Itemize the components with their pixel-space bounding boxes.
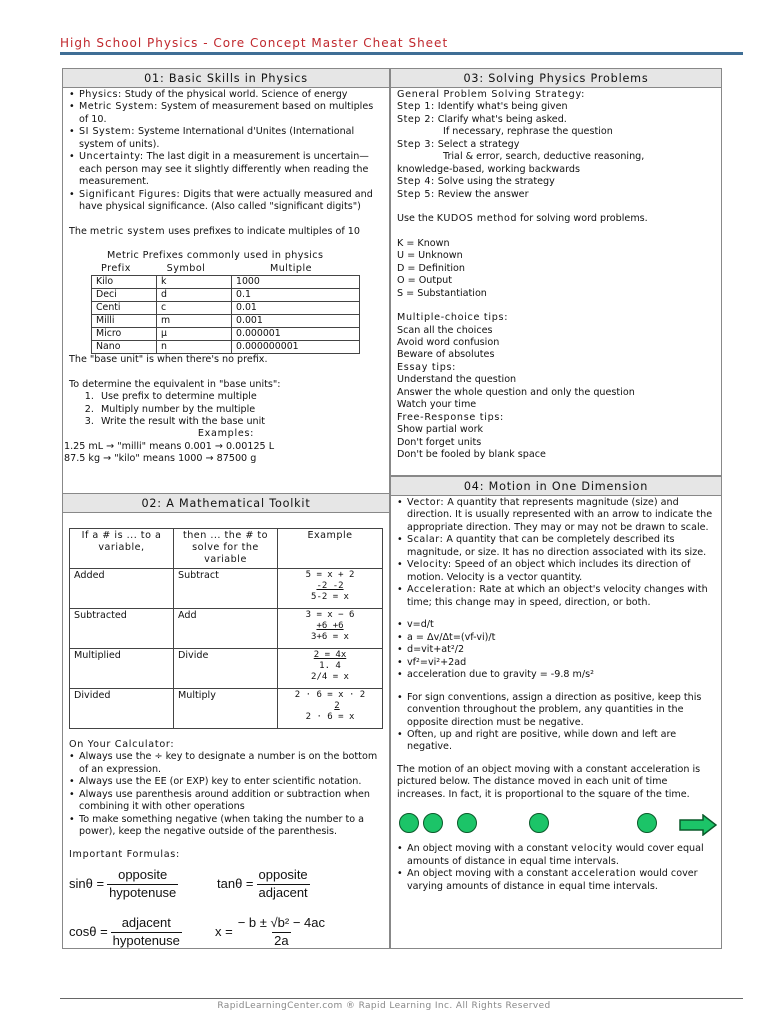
motion-paragraph: The motion of an object moving with a constant acceleration is pictured below. The distance moved in each unit of time increases. In fact, it is proportional to the square of the time. bbox=[397, 763, 701, 800]
list-item: S = Substantiation bbox=[397, 287, 487, 299]
list-item: • Acceleration: Rate at which an object's velocity changes with time; this change may in speed, direction, or both. bbox=[397, 584, 715, 609]
list-item: Avoid word confusion bbox=[397, 336, 500, 348]
table-row: Kilo k 1000 bbox=[92, 276, 360, 289]
table-row: Deci d 0.1 bbox=[92, 289, 360, 302]
list-item: • Physics: Study of the physical world. Science of energy bbox=[69, 89, 383, 101]
list-item: • a = Δv/Δt=(vf-vi)/t bbox=[397, 632, 715, 644]
algebra-table bbox=[69, 528, 383, 729]
list-item: • For sign conventions, assign a direction as positive, keep this convention throughout the problem, any quantities in the opposite direction must be negative. bbox=[397, 692, 715, 729]
list-item: U = Unknown bbox=[397, 250, 463, 262]
list-item: • Scalar: A quantity that can be completely described its magnitude, or size. It has no direction associated with its size. bbox=[397, 534, 715, 559]
prefix-table bbox=[91, 275, 360, 354]
table-row: Nano n 0.000000001 bbox=[92, 341, 360, 354]
formulas-heading: Important Formulas: bbox=[69, 848, 180, 860]
section-title: 04: Motion in One Dimension bbox=[391, 477, 721, 496]
list-item: 2. Multiply number by the multiple bbox=[97, 404, 383, 416]
list-item: • To make something negative (when taking the number to a power), keep the negative outside of the parenthesis. bbox=[69, 814, 383, 839]
summary-list bbox=[397, 843, 715, 893]
page-header bbox=[60, 36, 740, 56]
list-item: O = Output bbox=[397, 275, 453, 287]
header-rule bbox=[60, 52, 743, 55]
calculator-tips bbox=[69, 751, 383, 838]
section-motion-1d bbox=[390, 476, 722, 949]
list-item: If necessary, rephrase the question bbox=[443, 126, 613, 138]
list-item: Understand the question bbox=[397, 374, 517, 386]
list-item: K = Known bbox=[397, 237, 450, 249]
list-item: • Always use the ÷ key to designate a number is on the bottom of an expression. bbox=[69, 751, 383, 776]
list-item: • Always use the EE (or EXP) key to enter scientific notation. bbox=[69, 776, 383, 788]
list-item: D = Definition bbox=[397, 262, 465, 274]
sine-formula: sinθ = $\frac{\text{opposite}}{\text{hypotenuse}}$ bbox=[69, 867, 177, 901]
list-item: Don't forget units bbox=[397, 436, 482, 448]
list-item: Show partial work bbox=[397, 424, 484, 436]
section-title: 02: A Mathematical Toolkit bbox=[63, 494, 389, 513]
page-title: High School Physics - Core Concept Master Cheat Sheet bbox=[60, 36, 449, 50]
list-item: Step 4: Solve using the strategy bbox=[397, 176, 555, 188]
list-item: 1. Use prefix to determine multiple bbox=[97, 391, 383, 403]
formulas-block bbox=[69, 867, 383, 949]
list-item: Watch your time bbox=[397, 399, 477, 411]
list-item: Answer the whole question and only the question bbox=[397, 386, 635, 398]
list-item: • An object moving with a constant velocity would cover equal amounts of distance in equal time intervals. bbox=[397, 843, 715, 868]
prefix-table-caption: Metric Prefixes commonly used in physics bbox=[107, 250, 324, 262]
table-row: If a # is ... to a variable, then ... the # to solve for the variable Example bbox=[70, 529, 383, 569]
acceleration-diagram bbox=[397, 811, 715, 837]
ball-icon bbox=[529, 813, 549, 833]
list-item: • Metric System: System of measurement based on multiples of 10. bbox=[69, 101, 383, 126]
ball-icon bbox=[399, 813, 419, 833]
conversion-steps bbox=[69, 391, 383, 428]
kudos-intro: Use the KUDOS method for solving word problems. bbox=[397, 213, 648, 225]
list-item: Trial & error, search, deductive reasoning, bbox=[443, 151, 645, 163]
section-solving-problems bbox=[390, 68, 722, 476]
list-item: • Always use parenthesis around addition or subtraction when combining it with other operations bbox=[69, 789, 383, 814]
list-item: knowledge-based, working backwards bbox=[397, 163, 581, 175]
ball-icon bbox=[637, 813, 657, 833]
list-item: • An object moving with a constant acceleration would cover varying amounts of distance in equal time intervals. bbox=[397, 868, 715, 893]
list-item: Step 1: Identify what's being given bbox=[397, 101, 568, 113]
example-2: 87.5 kg → "kilo" means 1000 → 87500 g bbox=[64, 453, 257, 465]
essay-tips-heading: Essay tips: bbox=[397, 361, 457, 373]
list-item: • acceleration due to gravity = -9.8 m/s² bbox=[397, 669, 715, 681]
examples-label: Examples: bbox=[197, 428, 255, 440]
metric-intro: The metric system uses prefixes to indicate multiples of 10 bbox=[69, 225, 361, 237]
list-item: • Vector: A quantity that represents magnitude (size) and direction. It is usually represented with an arrow to indicate the appropriate direction. They may or may not be drawn to scale. bbox=[397, 497, 715, 534]
table-row: Multiplied Divide 2 = 4x 1. 4 2/4 = x bbox=[70, 649, 383, 689]
section-title: 01: Basic Skills in Physics bbox=[63, 69, 389, 88]
prefix-table-headers: Prefix Symbol Multiple bbox=[101, 262, 313, 274]
calculator-heading: On Your Calculator: bbox=[69, 739, 175, 750]
mc-tips-heading: Multiple-choice tips: bbox=[397, 312, 509, 324]
table-row: Micro µ 0.000001 bbox=[92, 328, 360, 341]
list-item: Scan all the choices bbox=[397, 324, 493, 336]
table-row: Centi c 0.01 bbox=[92, 302, 360, 315]
section-basic-skills bbox=[62, 68, 390, 494]
fr-tips-heading: Free-Response tips: bbox=[397, 411, 504, 423]
list-item: Step 3: Select a strategy bbox=[397, 138, 520, 150]
list-item: • SI System: Systeme International d'Unites (International system of units). bbox=[69, 126, 383, 151]
list-item: Step 5: Review the answer bbox=[397, 188, 529, 200]
list-item: • Significant Figures: Digits that were actually measured and have physical significance. (Also called "significant digits") bbox=[69, 189, 383, 214]
list-item: • Uncertainty: The last digit in a measurement is uncertain—each person may see it slightly differently when reading the measurement. bbox=[69, 151, 383, 188]
table-row: Divided Multiply 2 · 6 = x · 2 2 2 · 6 = x bbox=[70, 689, 383, 729]
tangent-formula: tanθ = $\frac{\text{opposite}}{\text{adjacent}}$ bbox=[217, 867, 308, 901]
sign-conventions bbox=[397, 692, 715, 754]
ball-icon bbox=[457, 813, 477, 833]
section-math-toolkit bbox=[62, 493, 390, 949]
quadratic-formula: x = $\frac{\text{− b ± √b² − 4ac}}{2a}$ bbox=[215, 915, 325, 949]
section-title: 03: Solving Physics Problems bbox=[391, 69, 721, 88]
footer-copyright: RapidLearningCenter.com ® Rapid Learning Inc. All Rights Reserved bbox=[217, 1001, 551, 1011]
base-unit-note: The "base unit" is when there's no prefix. bbox=[69, 354, 268, 366]
table-row: Milli m 0.001 bbox=[92, 315, 360, 328]
list-item: • Velocity: Speed of an object which includes its direction of motion. Velocity is a vector quantity. bbox=[397, 559, 715, 584]
table-row: Subtracted Add 3 = x − 6 +6 +6 3+6 = x bbox=[70, 609, 383, 649]
ball-icon bbox=[423, 813, 443, 833]
footer-rule bbox=[60, 998, 743, 999]
list-item: Step 2: Clarify what's being asked. bbox=[397, 113, 567, 125]
definitions-list bbox=[69, 89, 383, 214]
list-item: Beware of absolutes bbox=[397, 349, 495, 361]
list-item: • v=d/t bbox=[397, 619, 715, 631]
example-1: 1.25 mL → "milli" means 0.001 → 0.00125 L bbox=[64, 440, 275, 452]
kudos-list bbox=[397, 238, 715, 300]
determine-heading: To determine the equivalent in "base units": bbox=[69, 378, 281, 390]
equations-list bbox=[397, 619, 715, 681]
table-row: Added Subtract 5 = x + 2 -2 -2 5-2 = x bbox=[70, 569, 383, 609]
cosine-formula: cosθ = $\frac{\text{adjacent}}{\text{hypotenuse}}$ bbox=[69, 915, 180, 949]
definitions-list bbox=[397, 497, 715, 609]
arrow-right-icon bbox=[679, 814, 717, 836]
strategy-heading: General Problem Solving Strategy: bbox=[397, 89, 586, 100]
list-item: 3. Write the result with the base unit bbox=[97, 416, 383, 428]
list-item: Don't be fooled by blank space bbox=[397, 449, 546, 461]
list-item: • vf²=vi²+2ad bbox=[397, 657, 715, 669]
list-item: • d=vit+at²/2 bbox=[397, 644, 715, 656]
list-item: • Often, up and right are positive, while down and left are negative. bbox=[397, 729, 715, 754]
